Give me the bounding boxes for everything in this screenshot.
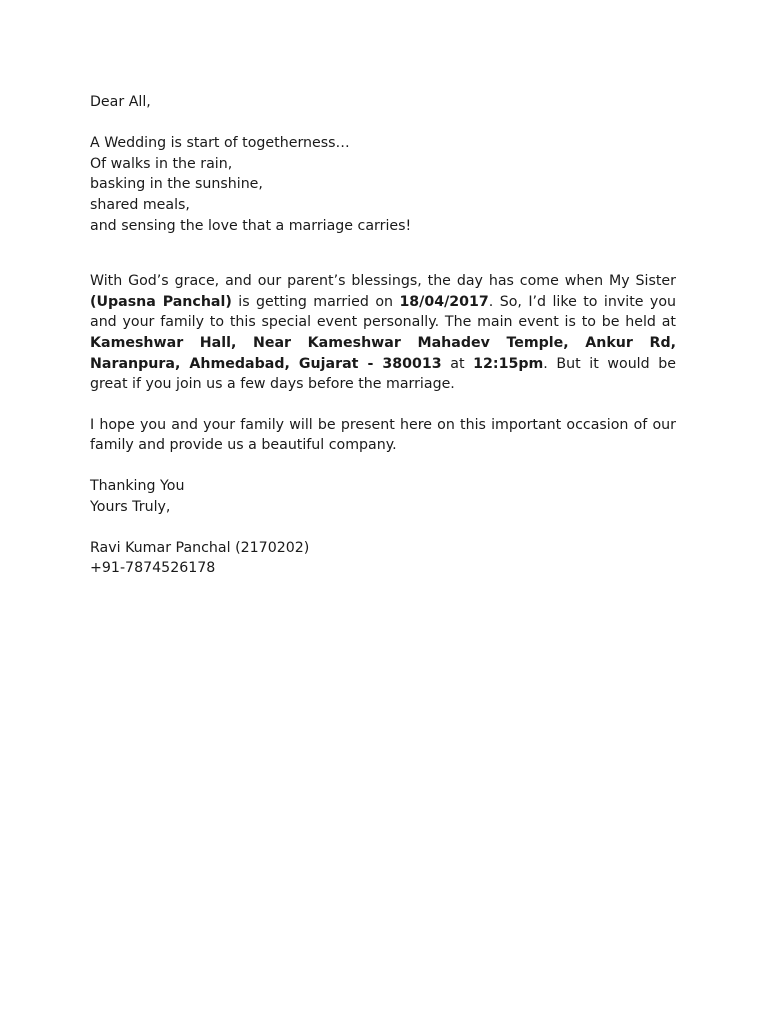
text-run: at bbox=[441, 355, 474, 372]
hope-paragraph: I hope you and your family will be present here on this important occasion of our family and provide us a beautiful company. bbox=[90, 416, 676, 454]
text-run: . So, I’d like to invite you and your family to this special event personally. The main event is to be held at bbox=[90, 293, 676, 331]
poem-line: and sensing the love that a marriage carries! bbox=[90, 217, 412, 234]
spacer bbox=[90, 517, 676, 538]
wedding-date: 18/04/2017 bbox=[399, 293, 489, 310]
poem-line: A Wedding is start of togetherness… bbox=[90, 135, 350, 152]
spacer bbox=[90, 456, 676, 476]
poem-line: shared meals, bbox=[90, 196, 190, 213]
signature-phone: +91-7874526178 bbox=[90, 560, 216, 577]
poem bbox=[90, 133, 676, 236]
venue: Kameshwar Hall, Near Kameshwar Mahadev Temple, Ankur Rd, Naranpura, Ahmedabad, Gujarat - 380013 bbox=[90, 334, 676, 372]
invitation-paragraph bbox=[90, 271, 676, 395]
signature-name: Ravi Kumar Panchal (2170202) bbox=[90, 539, 310, 556]
salutation: Dear All, bbox=[90, 94, 151, 110]
poem-line: basking in the sunshine, bbox=[90, 176, 263, 193]
text-run: is getting married on bbox=[231, 293, 400, 310]
text-run: . But it would be great if you join us a few days before the marriage. bbox=[90, 355, 676, 393]
letter bbox=[90, 92, 676, 579]
text-run: With God’s grace, and our parent’s blessings, the day has come when My Sister bbox=[90, 273, 676, 290]
bride-name: (Upasna Panchal) bbox=[90, 293, 232, 310]
closing-thanks: Thanking You bbox=[90, 477, 185, 494]
spacer bbox=[90, 395, 676, 415]
closing-regards: Yours Truly, bbox=[90, 498, 171, 515]
poem-line: Of walks in the rain, bbox=[90, 155, 233, 172]
wedding-time: 12:15pm bbox=[473, 355, 544, 372]
spacer bbox=[90, 113, 676, 134]
spacer bbox=[90, 236, 676, 271]
